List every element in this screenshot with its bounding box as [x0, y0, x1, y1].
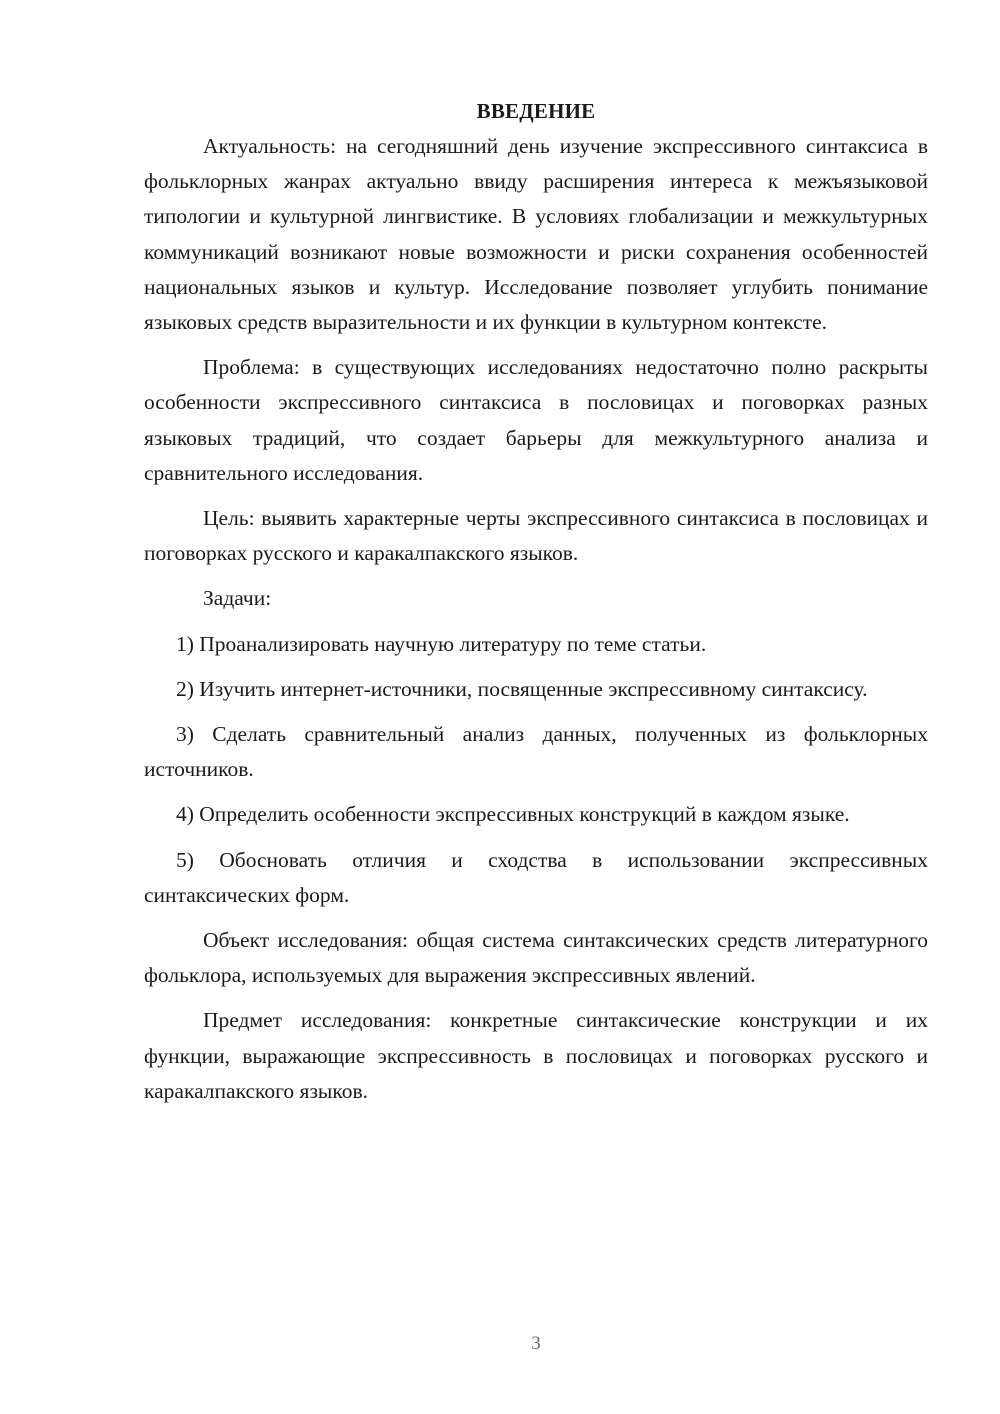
paragraph-relevance: Актуальность: на сегодняшний день изучение экспрессивного синтаксиса в фольклорных жанрах актуально ввиду расширения интереса к межъязыковой типологии и культурной лингвистике. В условиях глобализации и межкультурных коммуникаций возникают новые возможности и риски сохранения особенностей национальных языков и культур. Исследование позволяет углубить понимание языковых средств выразительности и их функции в культурном контексте.: [144, 134, 928, 335]
paragraph-problem: Проблема: в существующих исследованиях недостаточно полно раскрыты особенности экспрессивного синтаксиса в пословицах и поговорках разных языковых традиций, что создает барьеры для межкультурного анализа и сравнительного исследования.: [144, 355, 928, 485]
task-item-4: 4) Определить особенности экспрессивных конструкций в каждом языке.: [176, 802, 850, 827]
document-page: [144, 96, 928, 1119]
task-item-2: 2) Изучить интернет-источники, посвященные экспрессивному синтаксису.: [176, 676, 868, 701]
page-number: 3: [531, 1333, 541, 1354]
task-item-5: 5) Обосновать отличия и сходства в использовании экспрессивных синтаксических форм.: [144, 847, 928, 907]
section-heading: ВВЕДЕНИЕ: [476, 99, 596, 123]
paragraph-object: Объект исследования: общая система синтаксических средств литературного фольклора, используемых для выражения экспрессивных явлений.: [144, 928, 928, 988]
tasks-label: Задачи:: [203, 586, 272, 611]
paragraph-goal: Цель: выявить характерные черты экспрессивного синтаксиса в пословицах и поговорках русского и каракалпакского языков.: [144, 506, 928, 566]
paragraph-subject: Предмет исследования: конкретные синтаксические конструкции и их функции, выражающие экспрессивность в пословицах и поговорках русского и каракалпакского языков.: [144, 1008, 928, 1103]
task-item-3: 3) Сделать сравнительный анализ данных, полученных из фольклорных источников.: [144, 722, 928, 782]
task-item-1: 1) Проанализировать научную литературу по теме статьи.: [176, 631, 707, 656]
